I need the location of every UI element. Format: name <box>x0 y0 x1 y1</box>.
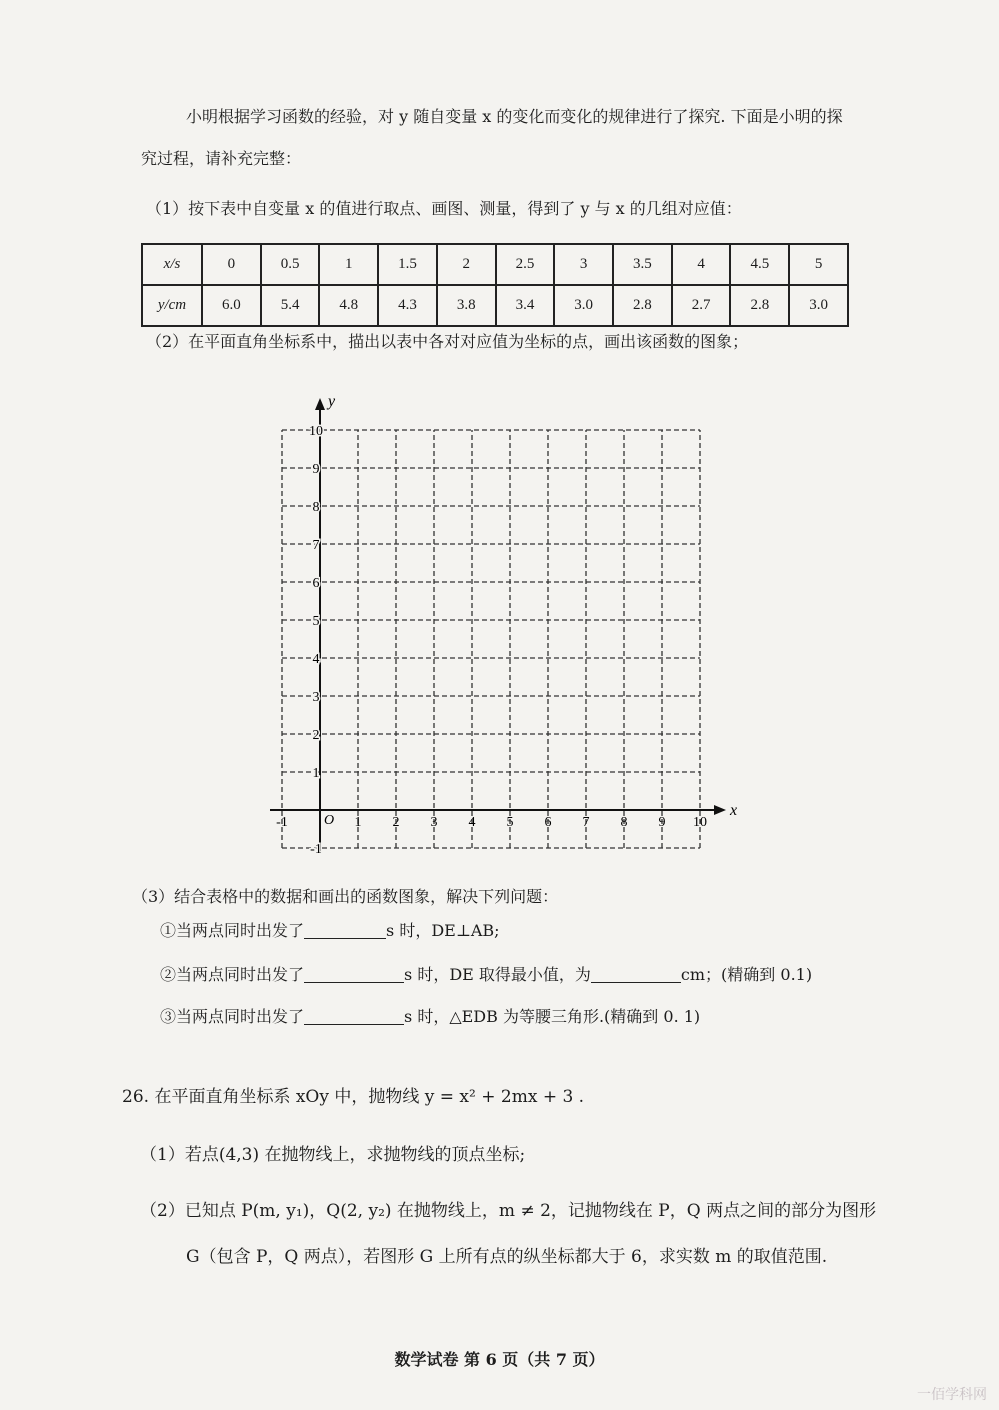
x-tick-label: 1 <box>354 815 362 830</box>
value-table <box>141 243 849 327</box>
y-cell: 4.3 <box>378 285 437 326</box>
y-tick-label: -1 <box>310 842 322 857</box>
y-tick-label: 4 <box>312 652 320 667</box>
part3-intro: （3）结合表格中的数据和画出的函数图象，解决下列问题： <box>132 887 559 906</box>
x-tick-label: 8 <box>620 815 628 830</box>
q1-suffix: s 时，DE⊥AB; <box>386 921 500 940</box>
y-tick-label: 8 <box>312 500 320 515</box>
question-3 <box>160 1006 700 1028</box>
x-tick-label: 2 <box>392 815 400 830</box>
y-tick-label: 10 <box>309 424 323 439</box>
part1-text: （1）按下表中自变量 x 的值进行取点、画图、测量，得到了 y 与 x 的几组对应值： <box>146 199 742 218</box>
q26-stem: 26. 在平面直角坐标系 xOy 中，抛物线 y = x² + 2mx + 3 . <box>122 1087 585 1107</box>
q3-suffix: s 时，△EDB 为等腰三角形.(精确到 0. 1) <box>404 1007 701 1026</box>
q2-suffix: cm；(精确到 0.1) <box>680 965 813 984</box>
x-cell: 2 <box>437 244 496 285</box>
y-cell: 2.8 <box>613 285 672 326</box>
y-row <box>142 285 848 326</box>
q26-sub2-line1: （2）已知点 P(m, y₁)，Q(2, y₂) 在抛物线上，m ≠ 2，记抛物线在 P，Q 两点之间的部分为图形 <box>140 1201 877 1221</box>
y-tick-label: 9 <box>312 462 320 477</box>
y-tick-label: 5 <box>312 614 320 629</box>
y-tick-label: 3 <box>312 690 320 705</box>
x-cell: 3 <box>554 244 613 285</box>
x-cell: 1 <box>319 244 378 285</box>
x-tick-label: -1 <box>276 815 288 830</box>
q1-prefix: ①当两点同时出发了 <box>160 921 305 940</box>
y-header: y/cm <box>142 285 202 326</box>
x-cell: 1.5 <box>378 244 437 285</box>
x-cell: 4 <box>672 244 731 285</box>
x-tick-label: 7 <box>582 815 590 830</box>
x-header: x/s <box>142 244 202 285</box>
q26-sub2-line2: G（包含 P，Q 两点），若图形 G 上所有点的纵坐标都大于 6，求实数 m 的取值范围. <box>186 1247 828 1267</box>
y-cell: 3.8 <box>437 285 496 326</box>
x-axis-arrow <box>714 805 726 815</box>
x-tick-label: 10 <box>693 815 707 830</box>
q3-prefix: ③当两点同时出发了 <box>160 1007 305 1026</box>
x-cell: 0 <box>202 244 261 285</box>
y-tick-label: 7 <box>312 538 320 553</box>
part2-text: （2）在平面直角坐标系中，描出以表中各对对应值为坐标的点，画出该函数的图象； <box>146 332 749 351</box>
y-cell: 5.4 <box>261 285 320 326</box>
watermark: 一佰学科网 <box>917 1387 987 1403</box>
q2-min-blank[interactable] <box>591 966 681 983</box>
q2-middle: s 时，DE 取得最小值，为 <box>404 965 591 984</box>
q2-time-blank[interactable] <box>304 966 404 983</box>
x-cell: 2.5 <box>496 244 555 285</box>
intro-line-1: 小明根据学习函数的经验，对 y 随自变量 x 的变化而变化的规律进行了探究. 下面是小明的探 <box>186 107 843 126</box>
y-cell: 6.0 <box>202 285 261 326</box>
y-axis-label: y <box>328 393 336 410</box>
y-cell: 4.8 <box>319 285 378 326</box>
y-cell: 2.8 <box>730 285 789 326</box>
q26-sub1: （1）若点(4,3) 在抛物线上，求抛物线的顶点坐标; <box>140 1145 526 1165</box>
x-tick-label: 3 <box>430 815 438 830</box>
x-tick-label: 6 <box>544 815 552 830</box>
coordinate-grid <box>260 380 750 860</box>
q2-prefix: ②当两点同时出发了 <box>160 965 305 984</box>
page-footer: 数学试卷 第 6 页（共 7 页） <box>394 1350 605 1369</box>
x-tick-label: 5 <box>506 815 514 830</box>
x-cell: 5 <box>789 244 848 285</box>
q1-answer-blank[interactable] <box>304 922 386 939</box>
intro-line-2: 究过程，请补充完整： <box>141 149 302 168</box>
x-cell: 4.5 <box>730 244 789 285</box>
question-2 <box>160 964 812 986</box>
y-cell: 3.4 <box>496 285 555 326</box>
y-cell: 2.7 <box>672 285 731 326</box>
x-axis-label: x <box>730 802 738 819</box>
x-cell: 0.5 <box>261 244 320 285</box>
y-cell: 3.0 <box>554 285 613 326</box>
origin-label: O <box>324 813 335 828</box>
q3-answer-blank[interactable] <box>304 1008 404 1025</box>
y-tick-label: 2 <box>312 728 320 743</box>
x-row <box>142 244 848 285</box>
y-axis-arrow <box>315 398 325 410</box>
x-cell: 3.5 <box>613 244 672 285</box>
x-tick-label: 4 <box>468 815 476 830</box>
y-tick-label: 1 <box>312 766 320 781</box>
y-cell: 3.0 <box>789 285 848 326</box>
question-1 <box>160 920 500 942</box>
x-tick-label: 9 <box>658 815 666 830</box>
y-tick-label: 6 <box>312 576 320 591</box>
